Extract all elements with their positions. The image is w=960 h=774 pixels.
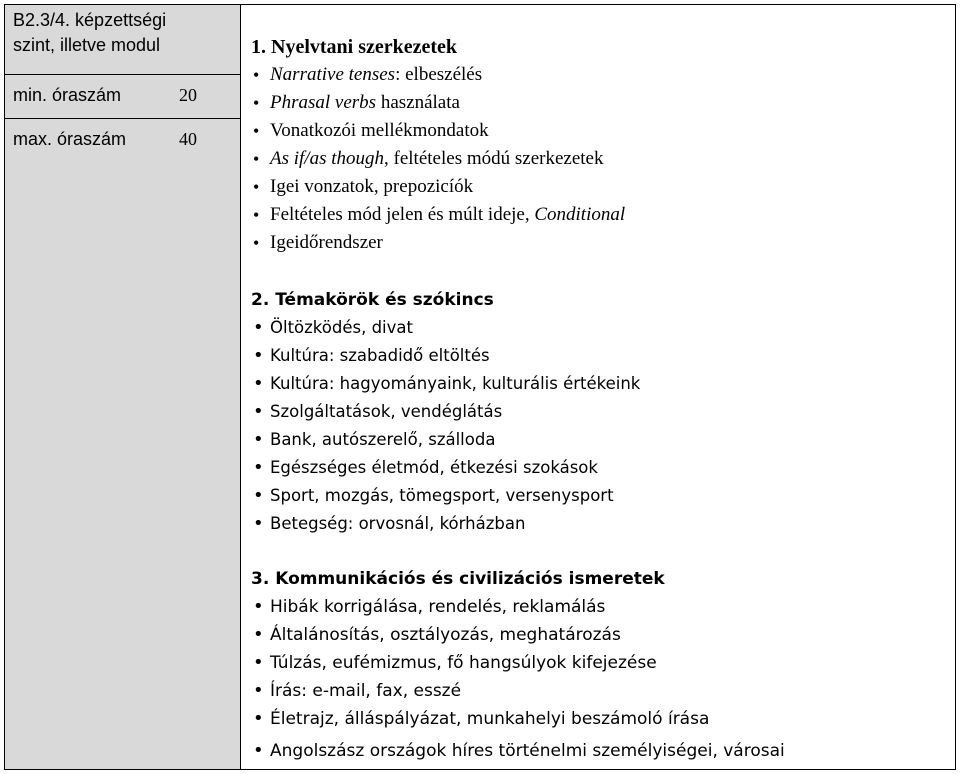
min-hours-row bbox=[5, 75, 241, 119]
list-item: • Igeidőrendszer bbox=[251, 229, 625, 257]
section-communication bbox=[251, 565, 785, 765]
list-item: • Kultúra: szabadidő eltöltés bbox=[251, 342, 640, 370]
min-hours-value: 20 bbox=[179, 85, 197, 105]
module-title-line1: B2.3/4. képzettségi bbox=[13, 10, 167, 30]
max-hours-row bbox=[5, 119, 241, 163]
list-item: • Angolszász országok híres történelmi személyiségei, városai bbox=[251, 737, 785, 765]
list-item: • Általánosítás, osztályozás, meghatározás bbox=[251, 621, 785, 649]
section-topics bbox=[251, 286, 640, 538]
max-hours-value: 40 bbox=[179, 129, 197, 149]
list-item: • Feltételes mód jelen és múlt ideje, Conditional bbox=[251, 201, 625, 229]
list-item: • Betegség: orvosnál, kórházban bbox=[251, 510, 640, 538]
content-column bbox=[240, 4, 956, 770]
list-item: • Kultúra: hagyományaink, kulturális értékeink bbox=[251, 370, 640, 398]
module-title bbox=[5, 5, 241, 75]
module-info-column bbox=[4, 4, 240, 770]
max-hours-label: max. óraszám bbox=[13, 129, 127, 149]
section-title: 2. Témakörök és szókincs bbox=[251, 290, 494, 310]
list-item: • Szolgáltatások, vendéglátás bbox=[251, 398, 640, 426]
list-item: • Életrajz, álláspályázat, munkahelyi beszámoló írása bbox=[251, 705, 785, 733]
min-hours-label: min. óraszám bbox=[13, 85, 122, 105]
list-item: • Vonatkozói mellékmondatok bbox=[251, 117, 625, 145]
list-item: • Egészséges életmód, étkezési szokások bbox=[251, 454, 640, 482]
section-grammar bbox=[251, 33, 625, 257]
list-item: • Sport, mozgás, tömegsport, versenysport bbox=[251, 482, 640, 510]
list-item: • Hibák korrigálása, rendelés, reklamálás bbox=[251, 593, 785, 621]
list-item: • As if/as though, feltételes módú szerkezetek bbox=[251, 145, 625, 173]
list-item: • Bank, autószerelő, szálloda bbox=[251, 426, 640, 454]
list-item: • Túlzás, eufémizmus, fő hangsúlyok kifejezése bbox=[251, 649, 785, 677]
section-title: 3. Kommunikációs és civilizációs ismeretek bbox=[251, 569, 665, 589]
list-item: • Írás: e-mail, fax, esszé bbox=[251, 677, 785, 705]
module-title-line2: szint, illetve modul bbox=[13, 35, 161, 55]
list-item: • Narrative tenses: elbeszélés bbox=[251, 61, 625, 89]
list-item: • Igei vonzatok, prepozicíók bbox=[251, 173, 625, 201]
list-item: • Phrasal verbs használata bbox=[251, 89, 625, 117]
list-item: • Öltözködés, divat bbox=[251, 314, 640, 342]
curriculum-table bbox=[4, 4, 956, 770]
section-title: 1. Nyelvtani szerkezetek bbox=[251, 36, 458, 58]
